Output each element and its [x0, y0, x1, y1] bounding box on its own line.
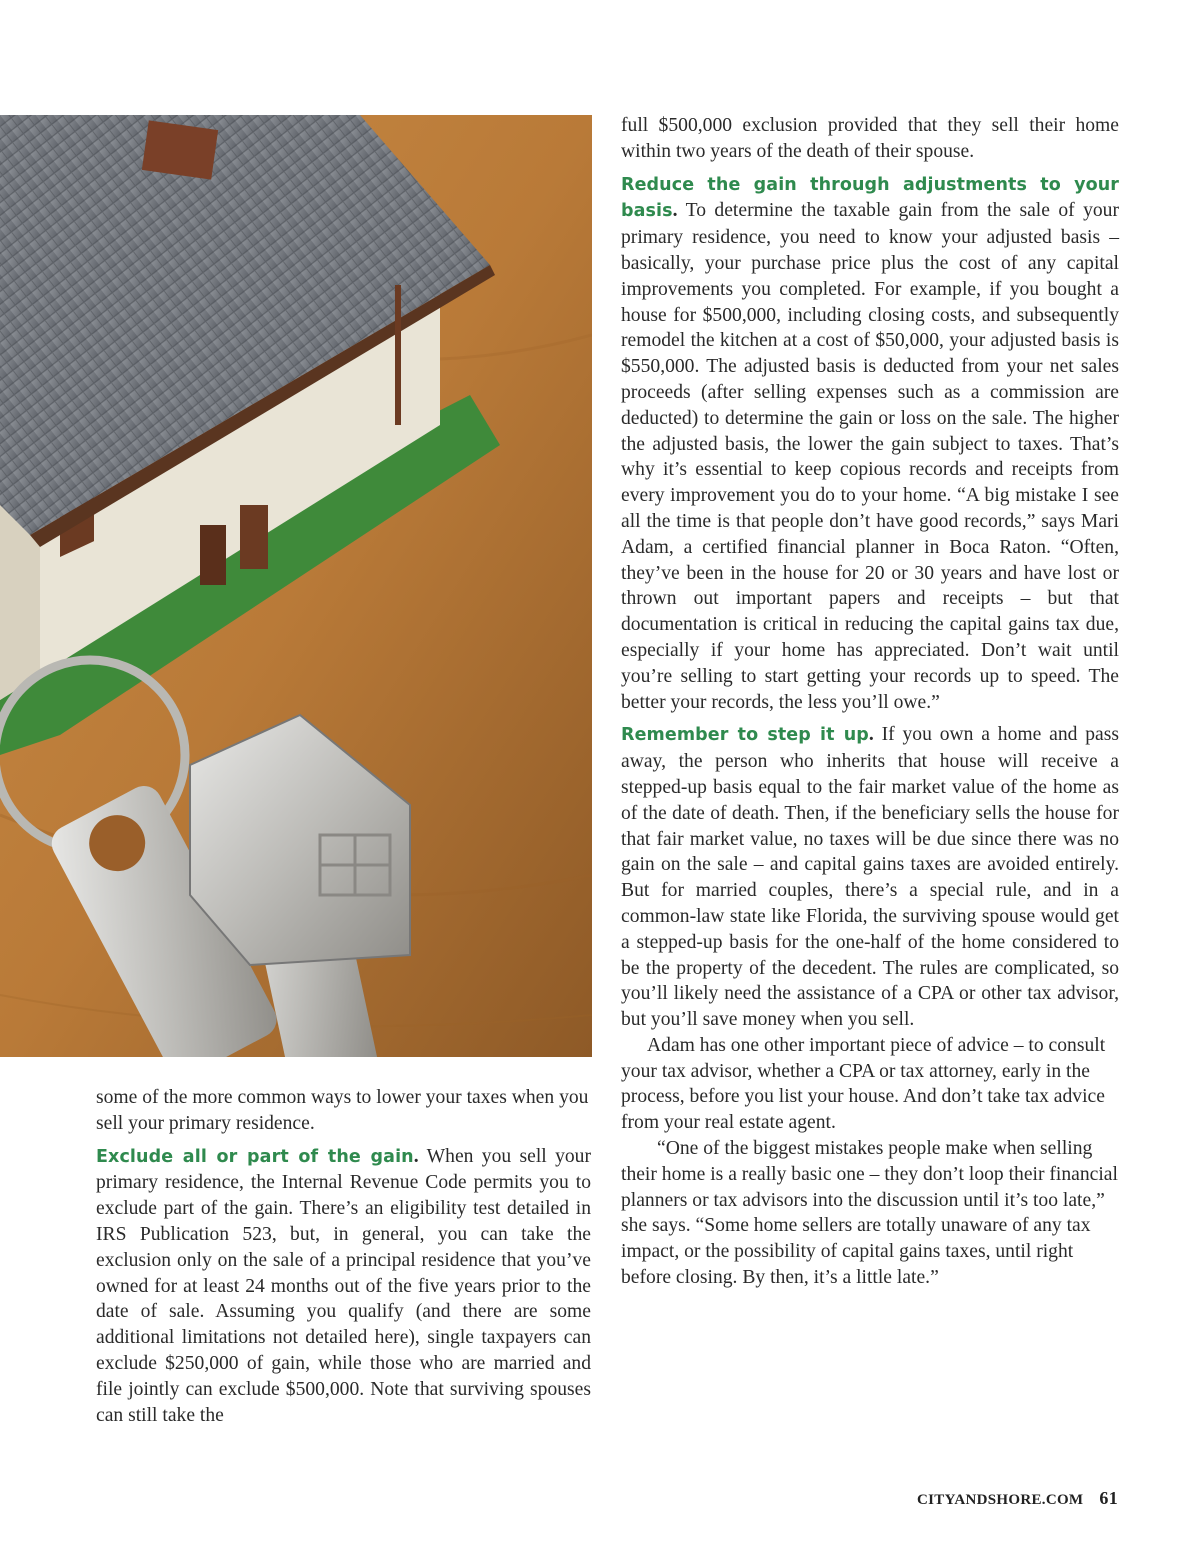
photo-illustration — [0, 115, 592, 1057]
heading-punct: . — [413, 1145, 419, 1167]
section-body: If you own a home and pass away, the person who inherits that house will receive a stepped-up basis equal to the fair market value of the home as of the date of death. Then, if the beneficiary sells the house for that fair market value, no taxes will be due since there was no gain on the sale – and capital gains taxes are avoided entirely. But for married couples, there’s a special rule, and in a common-law state like Florida, the surviving spouse would get a stepped-up basis for the one-half of the home considered to be the property of the decedent. The rules are complicated, so you’ll likely need the assistance of a CPA or other tax advisor, but you’ll save money when you sell. — [621, 724, 1119, 1031]
section-reduce-gain — [621, 172, 1119, 716]
quote-paragraph: “One of the biggest mistakes people make when selling their home is a really basic one – they don’t loop their financial planners or tax advisors into the discussion until it’s too late,” she says. “Some home sellers are totally unaware of any tax impact, or the possibility of capital gains taxes, until right before closing. By then, it’s a little late.” — [621, 1138, 1118, 1289]
adam-advice-paragraph: Adam has one other important piece of advice – to consult your tax advisor, whether a CPA or tax attorney, early in the process, before you list your house. And don’t take tax advice from your real estate agent. — [621, 1034, 1106, 1134]
continuation-paragraph: full $500,000 exclusion provided that they sell their home within two years of the death of their spouse. — [621, 115, 1119, 162]
section-heading: Remember to step it up — [621, 725, 869, 746]
page-number: 61 — [1099, 1488, 1118, 1508]
page-footer — [917, 1488, 1118, 1509]
intro-paragraph: some of the more common ways to lower your taxes when you sell your primary residence. — [96, 1087, 589, 1134]
heading-punct: . — [672, 200, 678, 222]
left-column — [96, 1085, 591, 1435]
house-and-keys-photo — [0, 115, 592, 1057]
section-heading: Reduce the gain through adjustments to your basis — [621, 174, 1119, 222]
section-exclude-gain — [96, 1144, 591, 1429]
heading-punct: . — [868, 724, 874, 746]
section-step-up — [621, 722, 1119, 1033]
section-body: When you sell your primary residence, the Internal Revenue Code permits you to exclude part of the gain. There’s an eligibility test detailed in IRS Publication 523, but, in general, you can take the exclusion only on the sale of a principal residence that you’ve owned for at least 24 months out of the five years prior to the date of sale. Assuming you qualify (and there are some additional limitations not detailed here), single taxpayers can exclude $250,000 of gain, while those who are married and file jointly can exclude $500,000. Note that surviving spouses can still take the — [96, 1145, 591, 1426]
site-name: CITYANDSHORE.COM — [917, 1492, 1084, 1508]
right-column — [621, 113, 1119, 1291]
section-heading: Exclude all or part of the gain — [96, 1146, 414, 1167]
section-body: To determine the taxable gain from the sale of your primary residence, you need to know your adjusted basis – basically, your purchase price plus the cost of any capital improvements you completed. For example, if you bought a house for $500,000, including closing costs, and subsequently remodel the kitchen at a cost of $50,000, your adjusted basis is $550,000. The adjusted basis is deducted from your net sales proceeds (after selling expenses such as a commission are deducted) to determine the gain or loss on the sale. The higher the adjusted basis, the lower the gain subject to taxes. That’s why it’s essential to keep copious records and receipts from every improvement you do to your home. “A big mistake I see all the time is that people don’t have good records,” says Mari Adam, a certified financial planner in Boca Raton. “Often, they’ve been in the house for 20 or 30 years and have lost or thrown out important papers and receipts – but that documentation is critical in reducing the capital gains tax due, especially if your home has appreciated. Don’t wait until you’re selling to start getting your records up to speed. The better your records, the less you’ll owe.” — [621, 200, 1119, 713]
